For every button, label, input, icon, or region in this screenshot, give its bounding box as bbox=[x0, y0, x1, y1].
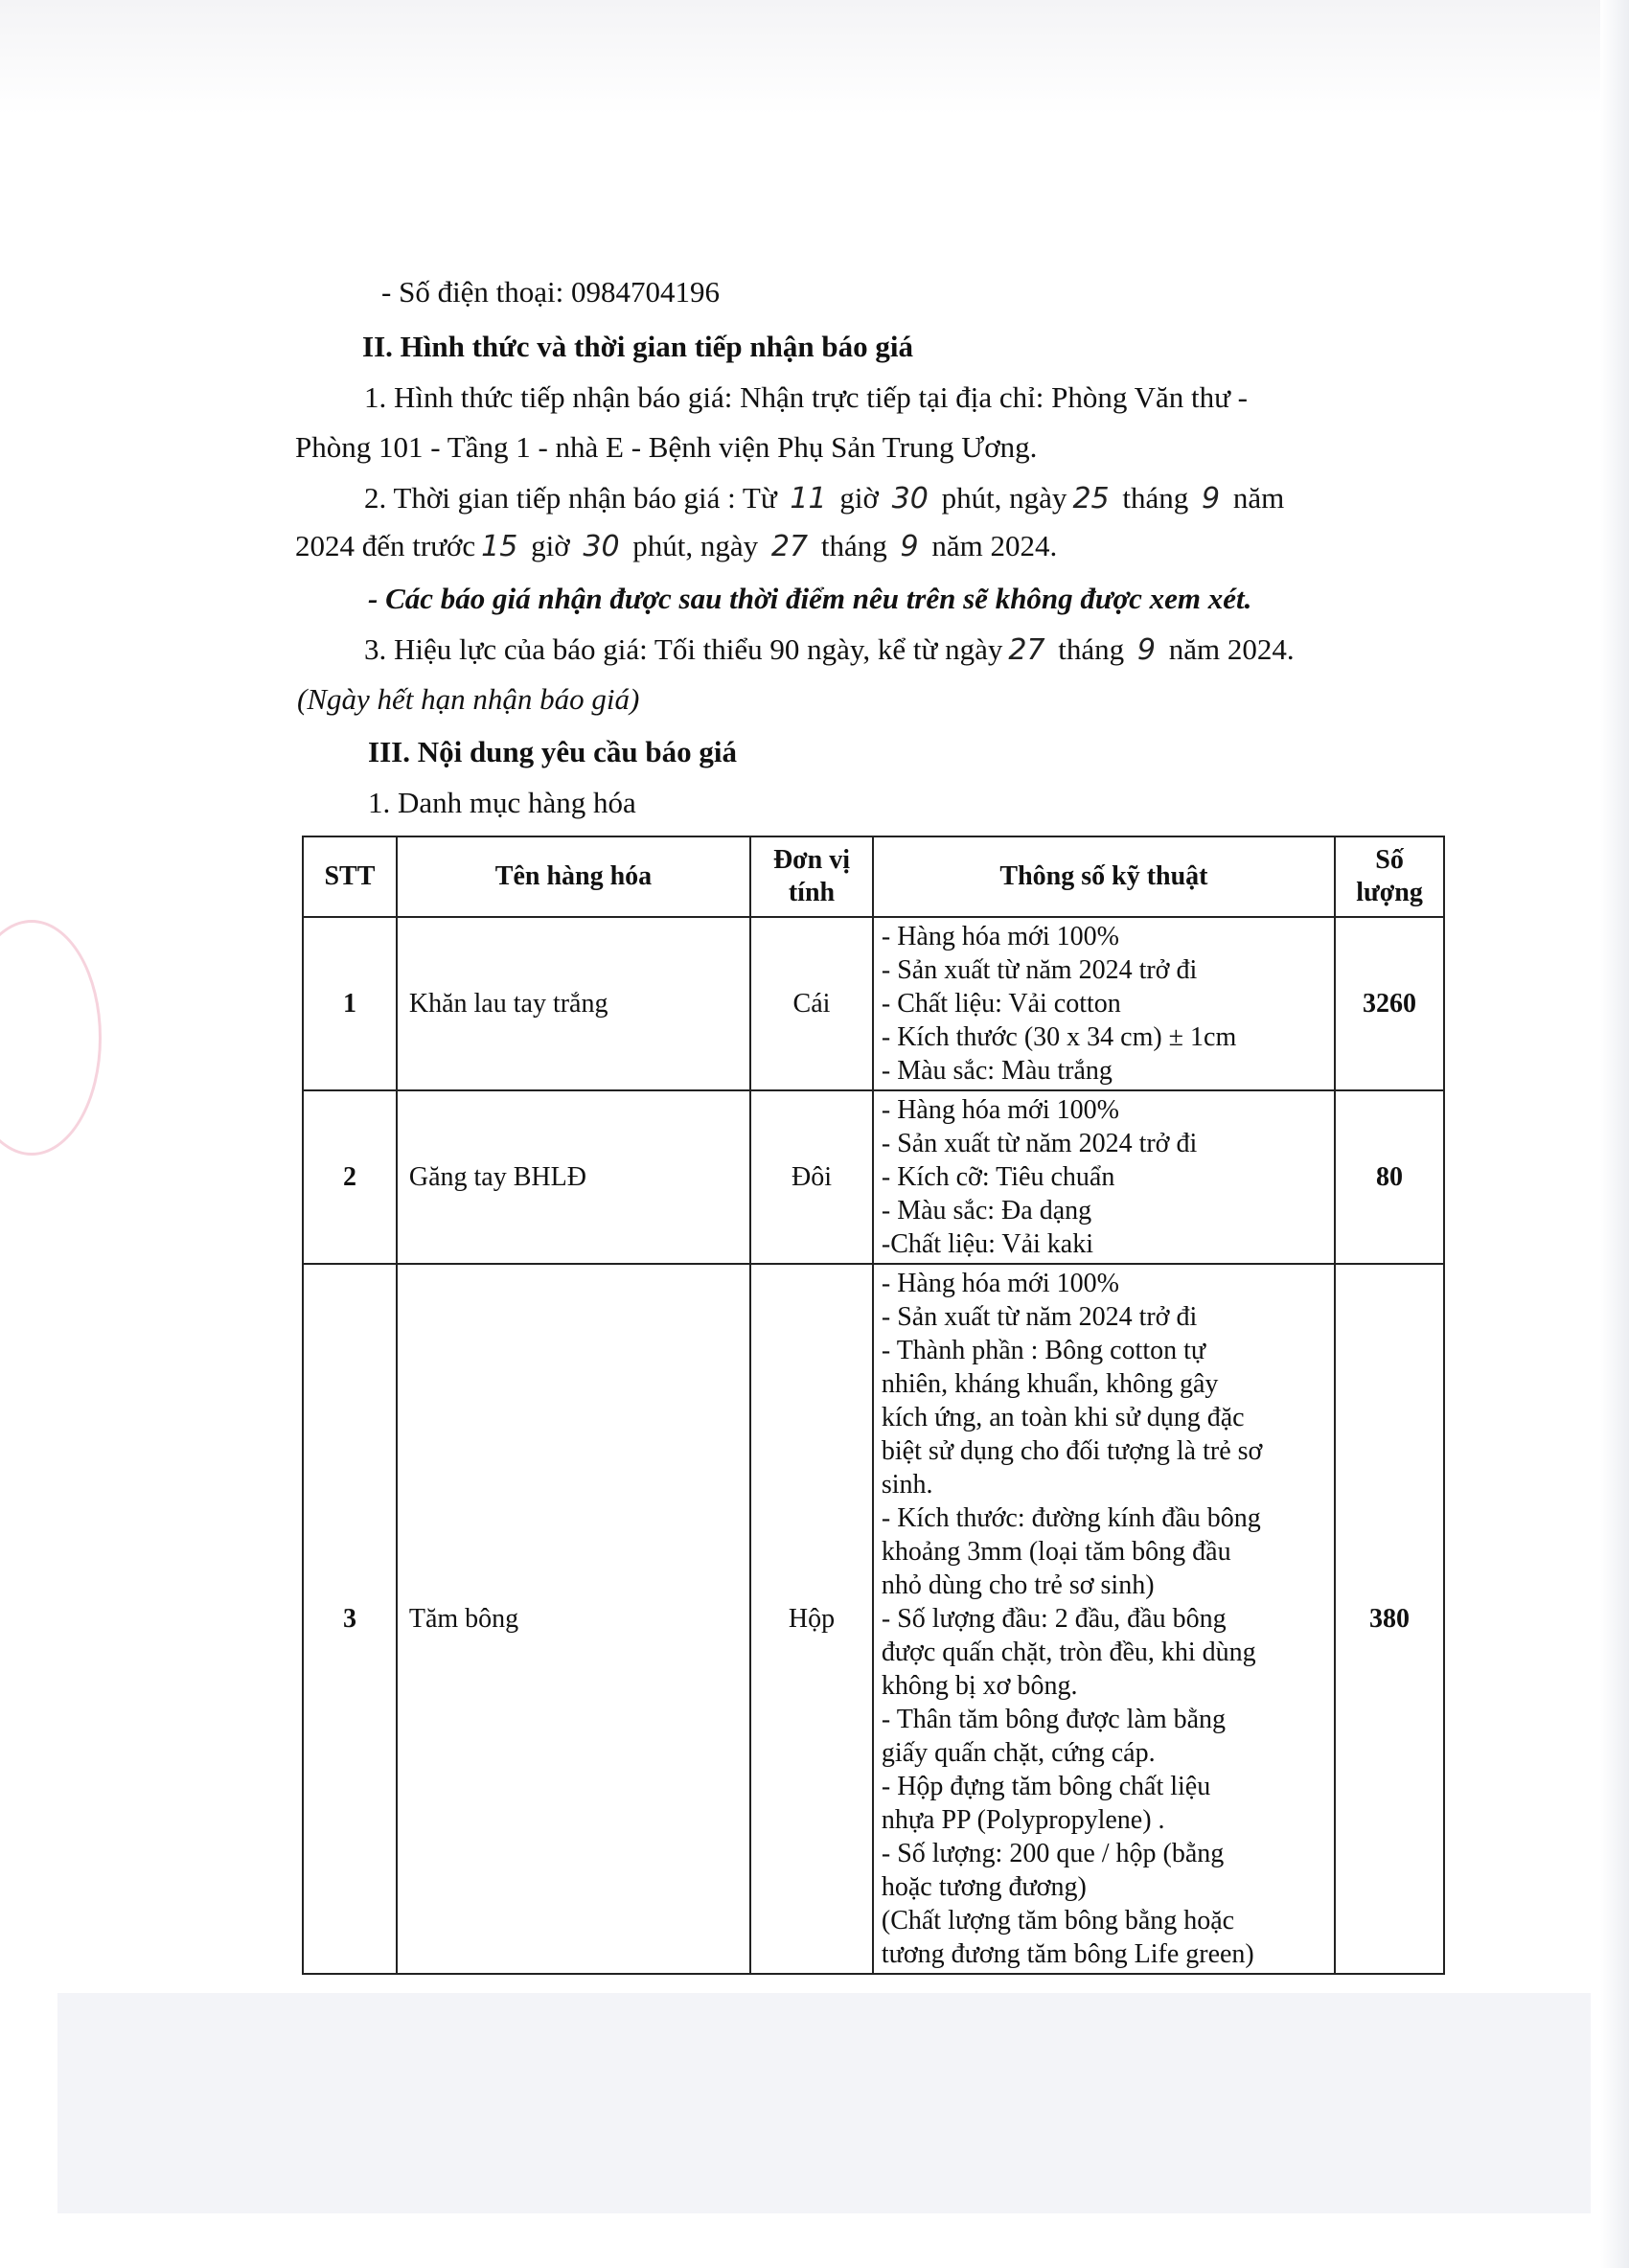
receipt-time-text: phút, ngày bbox=[941, 481, 1067, 515]
validity-day-handwritten: 27 bbox=[1008, 633, 1045, 667]
header-unit-line2: tính bbox=[788, 878, 836, 907]
header-qty-line1: Số bbox=[1375, 845, 1404, 875]
header-qty-line2: lượng bbox=[1356, 878, 1423, 907]
spec-line: - Sản xuất từ năm 2024 trở đi bbox=[881, 1129, 1198, 1158]
header-spec: Thông số kỹ thuật bbox=[873, 836, 1335, 917]
start-minute-handwritten: 30 bbox=[891, 482, 929, 515]
scan-shading-bottom bbox=[57, 1993, 1591, 2213]
spec-line: được quấn chặt, tròn đều, khi dùng bbox=[881, 1638, 1256, 1667]
row-unit: Đôi bbox=[750, 1090, 873, 1264]
receipt-time-text: tháng bbox=[1122, 481, 1189, 515]
row-name: Khăn lau tay trắng bbox=[397, 917, 750, 1090]
row-name: Găng tay BHLĐ bbox=[397, 1090, 750, 1264]
receipt-time-text: giờ bbox=[531, 529, 570, 562]
receipt-time-text: 2. Thời gian tiếp nhận báo giá : Từ bbox=[364, 481, 777, 515]
scan-shading-right bbox=[1600, 0, 1629, 2268]
section-2-heading: II. Hình thức và thời gian tiếp nhận báo giá bbox=[362, 330, 913, 363]
row-stt: 2 bbox=[303, 1090, 397, 1264]
table-row bbox=[303, 917, 1444, 1090]
spec-line: - Sản xuất từ năm 2024 trở đi bbox=[881, 1302, 1198, 1332]
header-unit-line1: Đơn vị bbox=[772, 845, 851, 875]
header-stt: STT bbox=[303, 836, 397, 917]
stamp-mark bbox=[0, 920, 102, 1156]
row-spec bbox=[873, 1264, 1335, 1974]
spec-line: - Số lượng đầu: 2 đầu, đầu bông bbox=[881, 1604, 1227, 1634]
header-unit bbox=[750, 836, 873, 917]
row-unit: Cái bbox=[750, 917, 873, 1090]
row-stt: 3 bbox=[303, 1264, 397, 1974]
spec-line: - Hộp đựng tăm bông chất liệu bbox=[881, 1772, 1211, 1801]
header-name: Tên hàng hóa bbox=[397, 836, 750, 917]
end-hour-handwritten: 15 bbox=[481, 530, 518, 563]
spec-line: - Thành phần : Bông cotton tự bbox=[881, 1336, 1206, 1365]
spec-line: - Chất liệu: Vải cotton bbox=[881, 989, 1121, 1019]
spec-line: - Số lượng: 200 que / hộp (bằng bbox=[881, 1839, 1225, 1868]
spec-line: kích ứng, an toàn khi sử dụng đặc bbox=[881, 1403, 1245, 1432]
end-minute-handwritten: 30 bbox=[583, 530, 620, 563]
receipt-method-line1: 1. Hình thức tiếp nhận báo giá: Nhận trực tiếp tại địa chỉ: Phòng Văn thư - bbox=[364, 380, 1248, 414]
row-stt: 1 bbox=[303, 917, 397, 1090]
validity-text: năm 2024. bbox=[1168, 632, 1295, 666]
spec-line: giấy quấn chặt, cứng cáp. bbox=[881, 1738, 1156, 1768]
receipt-time-line2 bbox=[295, 527, 1057, 566]
phone-line: - Số điện thoại: 0984704196 bbox=[381, 275, 721, 309]
table-row bbox=[303, 1090, 1444, 1264]
section-3-heading: III. Nội dung yêu cầu báo giá bbox=[368, 735, 738, 768]
spec-line: hoặc tương đương) bbox=[881, 1872, 1087, 1902]
start-day-handwritten: 25 bbox=[1072, 482, 1110, 515]
receipt-time-line1 bbox=[364, 479, 1284, 518]
receipt-time-text: 2024 đến trước bbox=[295, 529, 476, 562]
scan-shading-top bbox=[0, 0, 1629, 115]
receipt-time-text: giờ bbox=[839, 481, 879, 515]
table-row bbox=[303, 1264, 1444, 1974]
spec-line: nhỏ dùng cho trẻ sơ sinh) bbox=[881, 1570, 1155, 1600]
row-unit: Hộp bbox=[750, 1264, 873, 1974]
start-month-handwritten: 9 bbox=[1202, 482, 1221, 515]
row-qty: 3260 bbox=[1335, 917, 1444, 1090]
late-notice: - Các báo giá nhận được sau thời điểm nêu trên sẽ không được xem xét. bbox=[368, 582, 1252, 615]
validity-text: 3. Hiệu lực của báo giá: Tối thiểu 90 ngày, kể từ ngày bbox=[364, 632, 1003, 666]
validity-line bbox=[364, 630, 1295, 670]
end-day-handwritten: 27 bbox=[770, 530, 809, 563]
receipt-time-text: năm bbox=[1232, 481, 1285, 515]
row-qty: 380 bbox=[1335, 1264, 1444, 1974]
spec-line: - Hàng hóa mới 100% bbox=[881, 1095, 1119, 1125]
validity-text: tháng bbox=[1058, 632, 1125, 666]
receipt-time-text: phút, ngày bbox=[632, 529, 759, 562]
row-spec bbox=[873, 917, 1335, 1090]
spec-line: - Màu sắc: Đa dạng bbox=[881, 1196, 1092, 1226]
spec-line: khoảng 3mm (loại tăm bông đầu bbox=[881, 1537, 1231, 1567]
header-qty bbox=[1335, 836, 1444, 917]
end-month-handwritten: 9 bbox=[900, 530, 919, 563]
row-qty: 80 bbox=[1335, 1090, 1444, 1264]
spec-line: nhựa PP (Polypropylene) . bbox=[881, 1805, 1165, 1835]
spec-line: -Chất liệu: Vải kaki bbox=[881, 1229, 1093, 1259]
table-header-row bbox=[303, 836, 1444, 917]
start-hour-handwritten: 11 bbox=[790, 482, 827, 515]
row-name: Tăm bông bbox=[397, 1264, 750, 1974]
spec-line: (Chất lượng tăm bông bằng hoặc bbox=[881, 1906, 1235, 1936]
goods-table bbox=[302, 836, 1445, 1975]
spec-line: không bị xơ bông. bbox=[881, 1671, 1078, 1701]
receipt-method-line2: Phòng 101 - Tầng 1 - nhà E - Bệnh viện Phụ Sản Trung Ương. bbox=[295, 430, 1038, 464]
row-spec bbox=[873, 1090, 1335, 1264]
spec-line: tương đương tăm bông Life green) bbox=[881, 1939, 1254, 1969]
validity-note: (Ngày hết hạn nhận báo giá) bbox=[297, 682, 640, 716]
spec-line: - Thân tăm bông được làm bằng bbox=[881, 1705, 1227, 1734]
validity-month-handwritten: 9 bbox=[1136, 633, 1157, 667]
spec-line: - Màu sắc: Màu trắng bbox=[881, 1056, 1113, 1086]
goods-list-title: 1. Danh mục hàng hóa bbox=[368, 786, 636, 819]
spec-line: - Hàng hóa mới 100% bbox=[881, 922, 1119, 951]
spec-line: sinh. bbox=[881, 1470, 933, 1500]
spec-line: - Kích cỡ: Tiêu chuẩn bbox=[881, 1162, 1115, 1192]
spec-line: nhiên, kháng khuẩn, không gây bbox=[881, 1369, 1219, 1399]
spec-line: - Kích thước (30 x 34 cm) ± 1cm bbox=[881, 1022, 1237, 1052]
receipt-time-text: tháng bbox=[820, 529, 887, 562]
spec-line: biệt sử dụng cho đối tượng là trẻ sơ bbox=[881, 1436, 1263, 1466]
receipt-time-text: năm 2024. bbox=[931, 529, 1058, 562]
spec-line: - Kích thước: đường kính đầu bông bbox=[881, 1503, 1261, 1533]
spec-line: - Hàng hóa mới 100% bbox=[881, 1269, 1119, 1298]
spec-line: - Sản xuất từ năm 2024 trở đi bbox=[881, 955, 1198, 985]
